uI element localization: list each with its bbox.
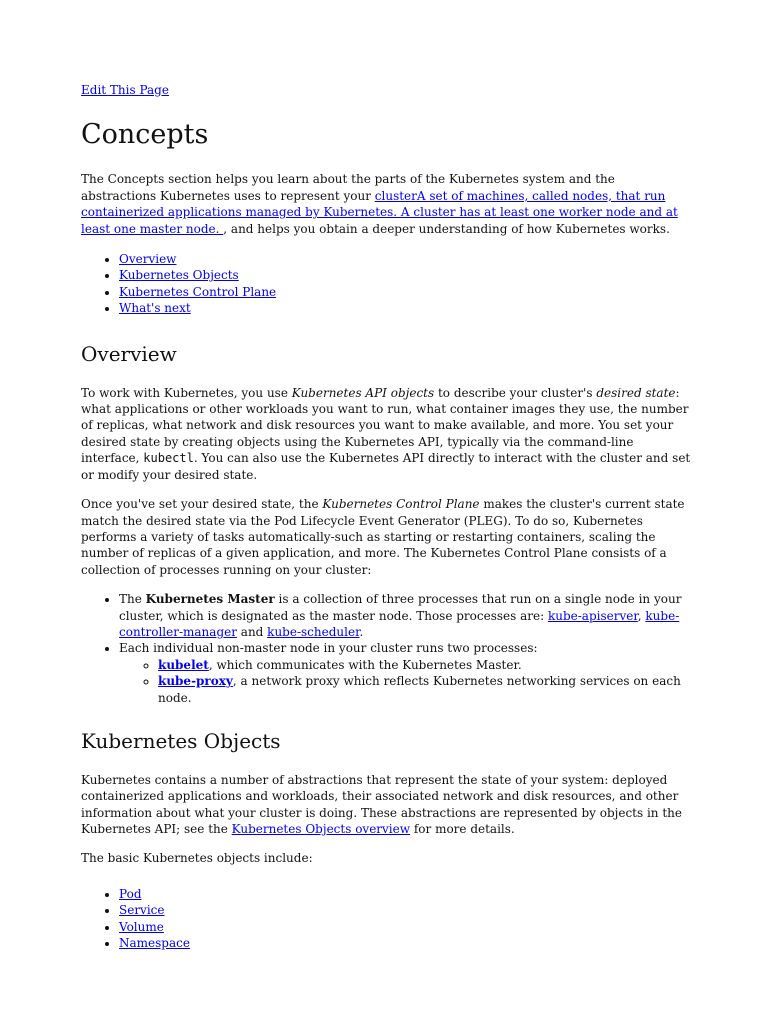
control-plane-list — [81, 591, 691, 706]
volume-link[interactable]: Volume — [119, 919, 164, 934]
toc-item — [119, 300, 691, 316]
node-process-list — [119, 657, 691, 706]
toc-item — [119, 251, 691, 267]
namespace-link[interactable]: Namespace — [119, 936, 190, 951]
list-item — [158, 657, 691, 673]
list-item — [119, 640, 691, 706]
objects-overview-link[interactable]: Kubernetes Objects overview — [231, 822, 411, 837]
overview-paragraph-2 — [81, 496, 691, 578]
pod-link[interactable]: Pod — [119, 887, 142, 901]
strong-text: kube-proxy — [158, 674, 233, 689]
list-item — [158, 673, 691, 706]
text: for more details. — [410, 822, 515, 837]
table-of-contents — [81, 251, 691, 317]
emphasis: Kubernetes API objects — [291, 385, 435, 400]
list-item — [119, 935, 691, 951]
document-page — [81, 82, 691, 952]
objects-paragraph-2: The basic Kubernetes objects include: — [81, 850, 313, 865]
emphasis: Kubernetes Control Plane — [322, 497, 480, 512]
intro-text-end: , and helps you obtain a deeper understanding of how Kubernetes works. — [223, 221, 670, 236]
text: Each individual non-master node in your cluster runs two processes: — [119, 641, 538, 656]
toc-item — [119, 284, 691, 300]
kube-scheduler-link[interactable]: kube-scheduler — [267, 624, 360, 639]
toc-link-whats-next[interactable]: What's next — [119, 301, 191, 316]
kube-apiserver-link[interactable]: kube-apiserver — [547, 608, 638, 623]
text: To work with Kubernetes, you use — [81, 385, 292, 400]
text: Kubernetes contains a number of abstractions that represent the state of your system: deployed containerized applications and workloads, their associated network and disk resources, and other information about what your cluster is doing. These abstractions are represented by objects in the Kubernetes API; see the — [81, 772, 682, 837]
toc-link-kubernetes-objects[interactable]: Kubernetes Objects — [119, 268, 239, 283]
kube-proxy-link[interactable] — [158, 674, 233, 688]
kube-controller-manager-link[interactable]: kube-controller-manager — [119, 608, 680, 639]
list-item — [119, 886, 691, 902]
text: : what applications or other workloads you want to run, what container images they use, the number of replicas, what network and disk resources you want to make available, and more. You set your desired state by creating objects using the Kubernetes API, typically via the command-line interface, — [81, 385, 689, 466]
text: . — [359, 624, 364, 639]
overview-heading: Overview — [81, 341, 177, 366]
text: makes the cluster's current state match the desired state via the Pod Lifecycle Event Generator (PLEG). To do so, Kubernetes performs a variety of tasks automatically-such as starting or restarting containers, scaling the number of replicas of a given application, and more. The Kubernetes Control Plane consists of a collection of processes running on your cluster: — [81, 497, 685, 577]
text: Once you've set your desired state, the — [81, 497, 323, 512]
text: , a network proxy which reflects Kubernetes networking services on each node. — [158, 674, 681, 705]
basic-objects-list — [81, 886, 691, 952]
text: , — [637, 608, 646, 623]
page-title: Concepts — [81, 119, 209, 151]
overview-paragraph-1 — [81, 385, 691, 483]
kubectl-code: kubectl — [143, 451, 194, 466]
text: The — [119, 592, 146, 607]
cluster-glossary-link[interactable]: clusterA set of machines, called nodes, that run containerized applications managed by Kubernetes. A cluster has at least one worker node and at least one master node. — [81, 188, 678, 236]
text: . You can also use the Kubernetes API directly to interact with the cluster and set or modify your desired state. — [81, 451, 691, 482]
intro-text: The Concepts section helps you learn about the parts of the Kubernetes system and the abstractions Kubernetes uses to represent your — [81, 172, 615, 203]
strong-text: Kubernetes Master — [145, 592, 275, 607]
edit-this-page-link[interactable]: Edit This Page — [81, 83, 169, 97]
kubernetes-objects-heading: Kubernetes Objects — [81, 728, 281, 753]
text: and — [236, 624, 268, 639]
objects-paragraph-1 — [81, 772, 691, 838]
service-link[interactable]: Service — [119, 903, 165, 918]
strong-text: kubelet — [158, 657, 209, 672]
list-item — [119, 919, 691, 935]
toc-link-control-plane[interactable]: Kubernetes Control Plane — [119, 284, 277, 299]
text: to describe your cluster's — [434, 385, 597, 400]
list-item — [119, 591, 691, 640]
toc-link-overview[interactable]: Overview — [119, 252, 177, 267]
emphasis: desired state — [596, 385, 676, 400]
text: , which communicates with the Kubernetes Master. — [208, 657, 522, 672]
list-item — [119, 902, 691, 918]
text: is a collection of three processes that run on a single node in your cluster, which is designated as the master node. Those processes are: — [119, 592, 682, 623]
intro-paragraph — [81, 171, 691, 237]
toc-item — [119, 267, 691, 283]
kubelet-link[interactable] — [158, 658, 209, 672]
